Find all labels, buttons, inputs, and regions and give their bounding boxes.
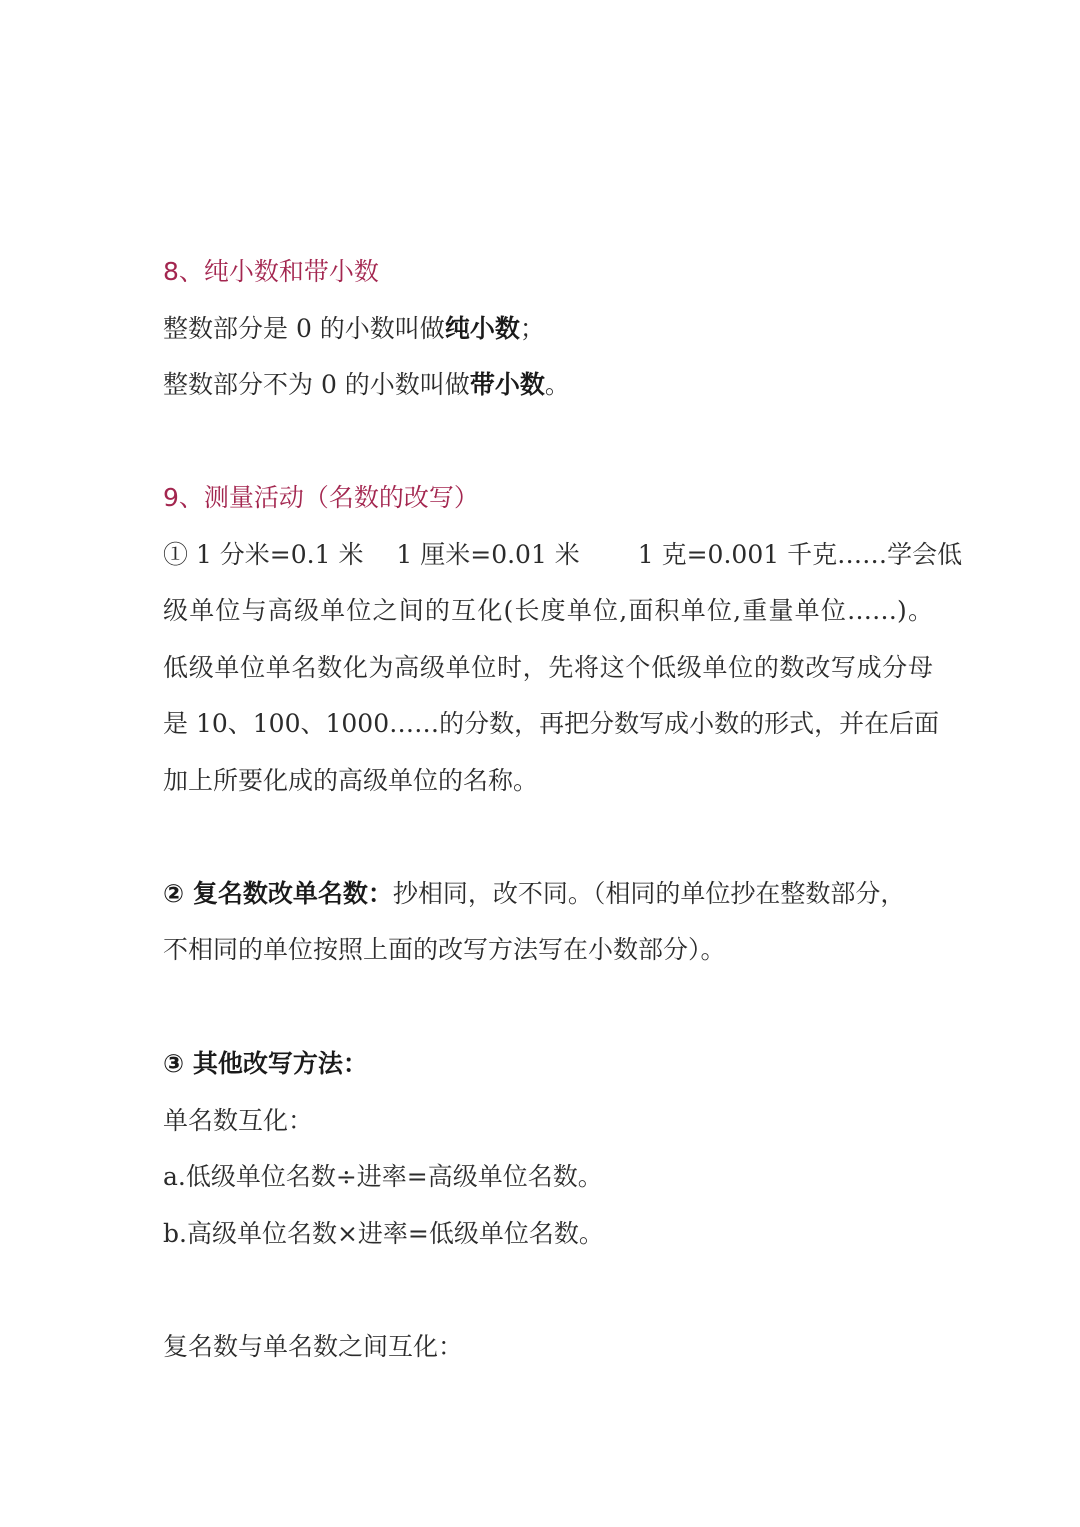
pure-decimal-term: 纯小数: [444, 314, 520, 343]
unit-conversion-line-2: 级单位与高级单位之间的互化(长度单位,面积单位,重量单位……)。: [163, 596, 933, 625]
section-9-title: 9、测量活动（名数的改写）: [163, 483, 479, 512]
compound-to-single-line-1: [163, 877, 933, 911]
compound-to-single-title: ② 复名数改单名数：: [163, 879, 393, 908]
single-name-conversion-label: 单名数互化：: [163, 1106, 314, 1135]
pure-decimal-definition: [163, 312, 933, 346]
mixed-decimal-definition: [163, 368, 933, 402]
unit-conversion-line-5: 加上所要化成的高级单位的名称。: [163, 766, 539, 795]
other-methods-title: ③ 其他改写方法：: [163, 1049, 368, 1078]
pure-decimal-punct: ；: [519, 314, 545, 343]
compound-to-single-line-2: 不相同的单位按照上面的改写方法写在小数部分）。: [163, 935, 726, 964]
unit-conversion-line-1: ① 1 分米=0.1 米 1 厘米=0.01 米 1 克=0.001 千克……学会低: [163, 540, 963, 569]
mixed-decimal-term: 带小数: [469, 370, 545, 399]
compound-to-single-rule: 抄相同，改不同。（相同的单位抄在整数部分，: [392, 879, 906, 908]
mixed-decimal-text: 整数部分不为 0 的小数叫做: [163, 370, 470, 399]
mixed-decimal-punct: 。: [544, 370, 570, 399]
compound-single-conversion-label: 复名数与单名数之间互化：: [163, 1332, 464, 1361]
unit-conversion-line-4: 是 10、100、1000……的分数，再把分数写成小数的形式，并在后面: [163, 709, 940, 738]
rule-a: a.低级单位名数÷进率=高级单位名数。: [163, 1162, 603, 1191]
section-8-title: 8、纯小数和带小数: [163, 257, 379, 286]
pure-decimal-text: 整数部分是 0 的小数叫做: [163, 314, 445, 343]
unit-conversion-line-3: 低级单位单名数化为高级单位时，先将这个低级单位的数改写成分母: [163, 653, 933, 682]
rule-b: b.高级单位名数×进率=低级单位名数。: [163, 1219, 604, 1248]
